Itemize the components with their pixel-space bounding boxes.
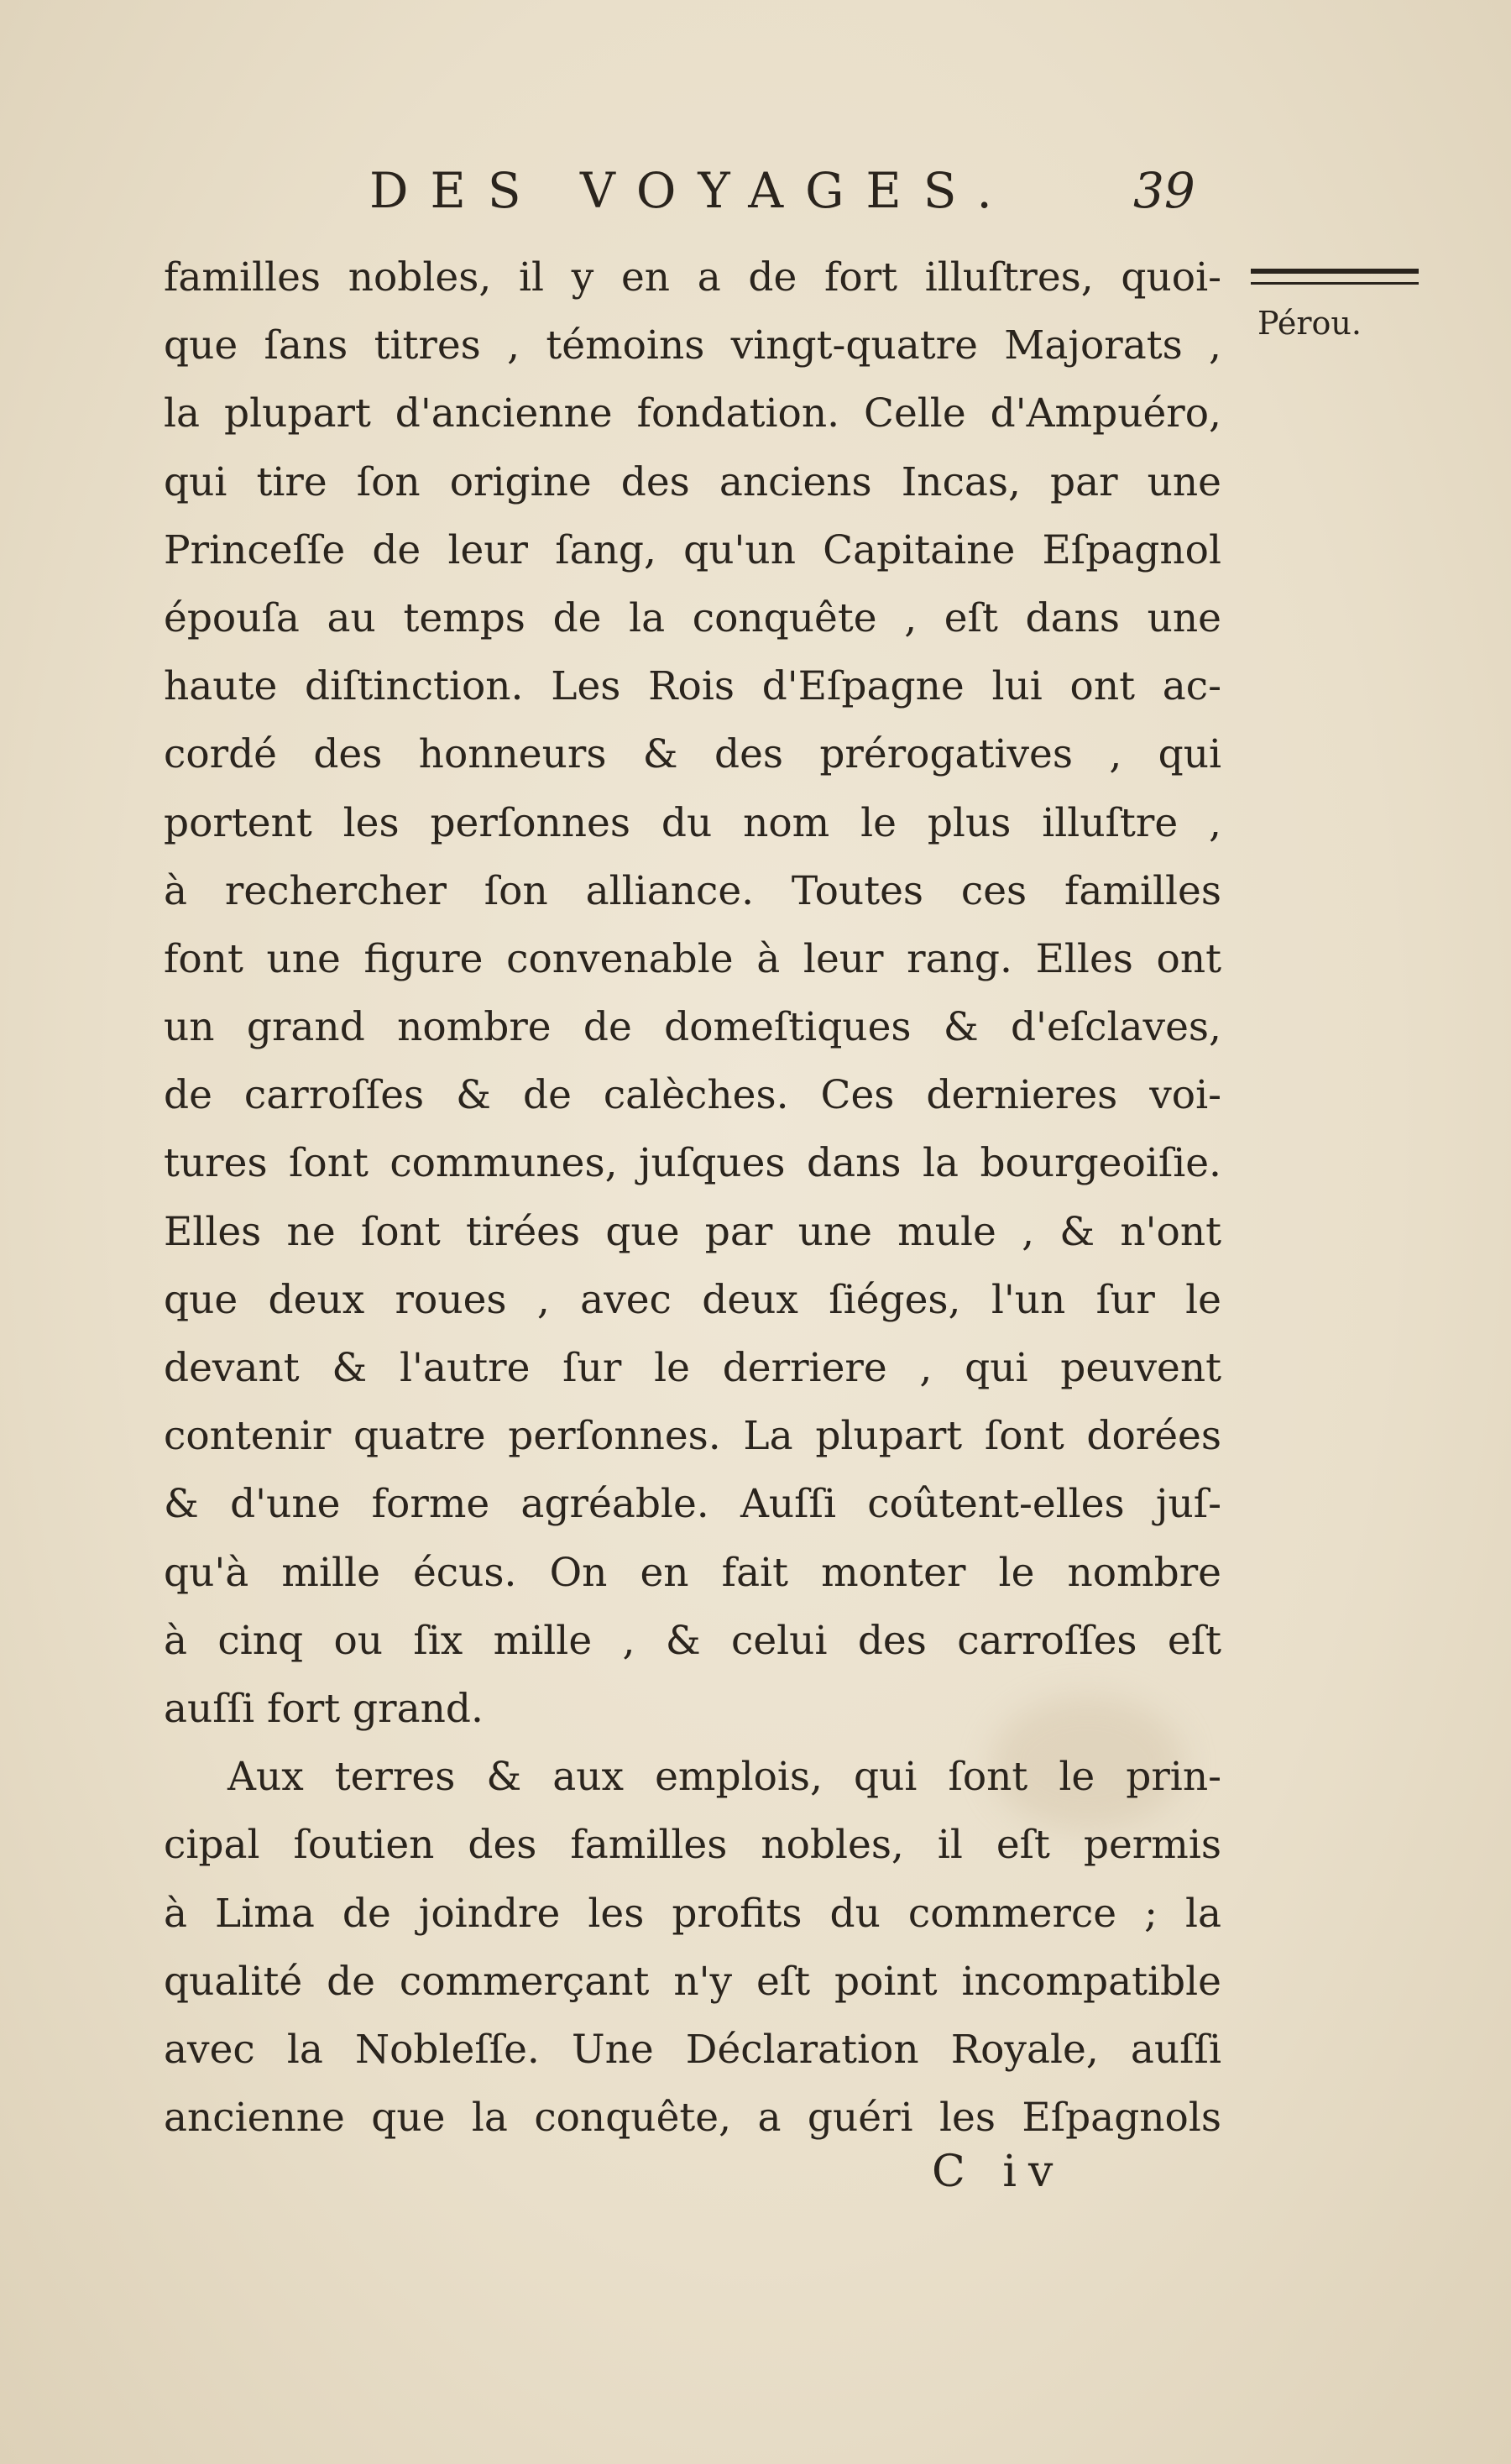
text-line: portent les perſonnes du nom le plus illuſtre , xyxy=(164,799,1221,846)
text-line: la plupart d'ancienne fondation. Celle d'Ampuéro, xyxy=(164,390,1221,437)
paragraph-1 xyxy=(164,243,1221,1743)
text-line: Elles ne ſont tirées que par une mule , & n'ont xyxy=(164,1208,1221,1255)
text-line: Princeſſe de leur ſang, qu'un Capitaine Eſpagnol xyxy=(164,526,1221,573)
text-line: que deux roues , avec deux ſiéges, l'un ſur le xyxy=(164,1276,1221,1323)
text-line: à cinq ou ſix mille , & celui des carroſſes eſt xyxy=(164,1617,1221,1664)
text-line: à Lima de joindre les profits du commerce ; la xyxy=(164,1890,1221,1937)
text-line: cipal ſoutien des familles nobles, il eſt permis xyxy=(164,1822,1221,1869)
text-line: épouſa au temps de la conquête , eſt dans une xyxy=(164,594,1221,641)
text-line: avec la Nobleſſe. Une Déclaration Royale, auſſi xyxy=(164,2026,1221,2073)
text-line: qualité de commerçant n'y eſt point incompatible xyxy=(164,1958,1221,2005)
paragraph-2 xyxy=(164,1743,1221,2152)
text-line: cordé des honneurs & des prérogatives , qui xyxy=(164,731,1221,778)
text-line: Aux terres & aux emplois, qui ſont le prin- xyxy=(227,1754,1221,1801)
text-line: auſſi fort grand. xyxy=(164,1685,484,1732)
text-line: devant & l'autre ſur le derriere , qui peuvent xyxy=(164,1345,1221,1391)
text-line: de carroſſes & de calèches. Ces dernieres voi- xyxy=(164,1072,1221,1119)
running-head xyxy=(168,161,1217,220)
text-line: tures ſont communes, juſques dans la bourgeoiſie. xyxy=(164,1140,1221,1187)
running-title: DES VOYAGES. xyxy=(369,162,1014,219)
text-line: ancienne que la conquête, a guéri les Eſpagnols xyxy=(164,2095,1221,2142)
text-line: & d'une forme agréable. Auſſi coûtent-elles juſ- xyxy=(164,1481,1221,1528)
text-line: que ſans titres , témoins vingt-quatre Majorats , xyxy=(164,322,1221,369)
signature-mark: C iv xyxy=(932,2147,1065,2197)
text-line: font une figure convenable à leur rang. Elles ont xyxy=(164,935,1221,982)
body-text xyxy=(164,243,1221,2152)
text-line: un grand nombre de domeſtiques & d'eſclaves, xyxy=(164,1004,1221,1051)
page-number: 39 xyxy=(1133,162,1195,219)
text-line: familles nobles, il y en a de fort illuſtres, quoi- xyxy=(164,254,1221,301)
margin-rule xyxy=(1251,269,1419,285)
text-line: à rechercher ſon alliance. Toutes ces familles xyxy=(164,867,1221,914)
text-line: qui tire ſon origine des anciens Incas, par une xyxy=(164,458,1221,505)
margin-note: Pérou. xyxy=(1257,305,1362,342)
text-line: qu'à mille écus. On en fait monter le nombre xyxy=(164,1549,1221,1596)
text-line: haute diſtinction. Les Rois d'Eſpagne lui ont ac- xyxy=(164,663,1221,710)
text-line: contenir quatre perſonnes. La plupart ſont dorées xyxy=(164,1413,1221,1460)
